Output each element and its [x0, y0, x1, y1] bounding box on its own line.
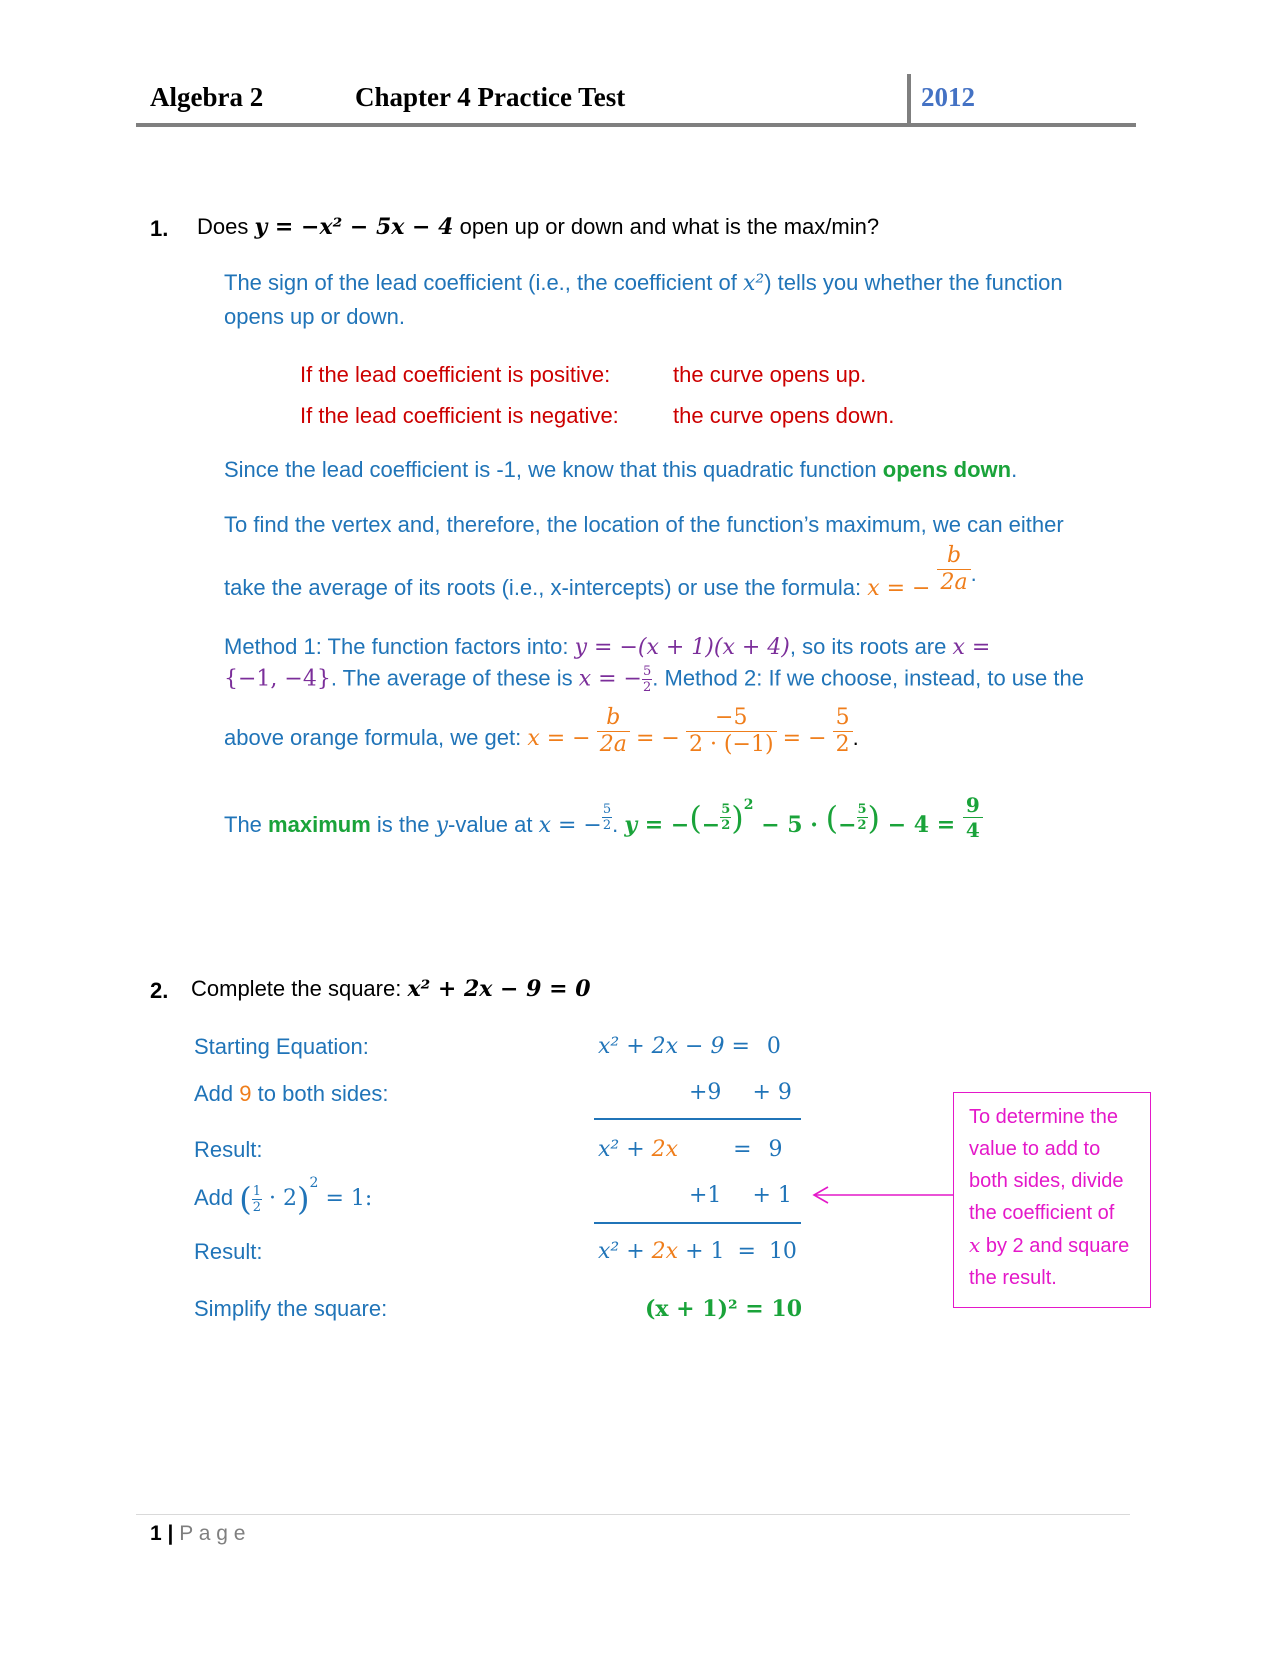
- course-name: Algebra 2: [150, 82, 264, 112]
- problem-2-number: 2.: [150, 978, 169, 1003]
- step-result-2: Result:: [194, 1239, 263, 1264]
- step-simplify-square: Simplify the square:: [194, 1296, 388, 1321]
- step-result-1: Result:: [194, 1137, 263, 1162]
- method-1-line-2: {−1, −4}. The average of these is x = − $\frac{5}{2}$ . Method 2: If we choose, instead, to use the: [224, 664, 1084, 695]
- rule-positive-label: If the lead coefficient is positive:: [300, 362, 611, 387]
- vertex-line-2: take the average of its roots (i.e., x-intercepts) or use the formula: x = − $\frac{b}{2a}$ .: [224, 543, 977, 602]
- average-fraction: $\frac{5}{2}$: [642, 664, 652, 695]
- work-simplified-square: (x + 1)² = 10: [645, 1296, 802, 1322]
- rule-negative-label: If the lead coefficient is negative:: [300, 403, 619, 428]
- opens-down-highlight: opens down: [882, 457, 1012, 482]
- max-x-fraction: $\frac{5}{2}$: [602, 802, 612, 834]
- footer-rule: [136, 1514, 1130, 1515]
- rule-negative-result: the curve opens down.: [673, 403, 895, 428]
- method-1-line-1: Method 1: The function factors into: y = −(x + 1)(x + 4), so its roots are x =: [224, 634, 991, 660]
- vertex-line-1: To find the vertex and, therefore, the location of the function’s maximum, we can either: [224, 512, 1064, 537]
- work-starting-equation: x² + 2x − 9 = 0: [598, 1034, 781, 1059]
- method-2-fraction-1: $\frac{b}{2a}$: [597, 707, 630, 756]
- work-add-1: +1 + 1: [689, 1183, 792, 1208]
- page-number: 1: [150, 1522, 162, 1545]
- maximum-answer: $\frac{9}{4}$: [963, 795, 983, 840]
- problem-1-question: Does y = −x² − 5x − 4 open up or down and what is the max/min?: [197, 214, 880, 240]
- factored-form: y = −(x + 1)(x + 4): [574, 635, 790, 660]
- step-add-half-squared: Add ( $\frac{1}{2}$ · 2)$^2$ = 1:: [194, 1174, 373, 1218]
- maximum-line: The maximum is the y-value at x = − $\frac{5}{2}$ . y = −(− $\frac{5}{2}$ )$^2$ − 5 · (− $\frac{5}{2}$ ) − 4 = $\frac{9}{4}$: [224, 795, 983, 840]
- test-title: Chapter 4 Practice Test: [355, 82, 626, 112]
- method-2-line: above orange formula, we get: x = − $\frac{b}{2a}$ = − $\frac{-5}{2 \cdot (-1)}$ = − $\frac{5}{2}$ .: [224, 705, 859, 757]
- problem-1-equation: y = −x² − 5x − 4: [254, 214, 454, 240]
- page-footer: 1 | P a g e: [150, 1522, 246, 1545]
- vertex-formula-fraction: $\frac{b}{2a}$: [937, 545, 970, 594]
- method-2-fraction-3: $\frac{5}{2}$: [833, 707, 853, 756]
- intro-line-2: opens up or down.: [224, 304, 406, 329]
- method-2-fraction-2: $\frac{-5}{2 \cdot (-1)}$: [686, 707, 777, 756]
- header-year-divider: [907, 74, 911, 126]
- work-rule-2: [594, 1222, 801, 1224]
- header-rule: [136, 123, 1136, 127]
- hint-note-box: To determine the value to add to both sides, divide the coefficient of x by 2 and square the result.: [953, 1092, 1151, 1308]
- work-add-9: +9 + 9: [689, 1080, 792, 1105]
- maximum-highlight: maximum: [268, 811, 371, 837]
- work-result-2: x² + 2x + 1 = 10: [598, 1239, 797, 1264]
- problem-2-question: Complete the square: x² + 2x − 9 = 0: [191, 976, 591, 1002]
- arrow-left-icon: [810, 1183, 955, 1207]
- problem-2-equation: x² + 2x − 9 = 0: [407, 976, 591, 1002]
- since-line: Since the lead coefficient is -1, we know that this quadratic function opens down.: [224, 457, 1018, 482]
- step-add-9: Add 9 to both sides:: [194, 1081, 389, 1106]
- work-result-1: x² + 2x = 9: [598, 1137, 783, 1162]
- problem-1-number: 1.: [150, 216, 169, 241]
- rule-positive-result: the curve opens up.: [673, 362, 867, 387]
- header-year: 2012: [921, 82, 975, 112]
- step-starting-equation: Starting Equation:: [194, 1034, 369, 1059]
- work-rule-1: [594, 1118, 801, 1120]
- maximum-calculation: y = −(− $\frac{5}{2}$ )$^2$ − 5 · (− $\frac{5}{2}$ ) − 4 = $\frac{9}{4}$: [624, 804, 982, 830]
- intro-line-1: The sign of the lead coefficient (i.e., the coefficient of x²) tells you whether the function: [224, 270, 1063, 296]
- vertex-formula: x = −: [867, 576, 931, 602]
- root-set: {−1, −4}: [224, 666, 331, 692]
